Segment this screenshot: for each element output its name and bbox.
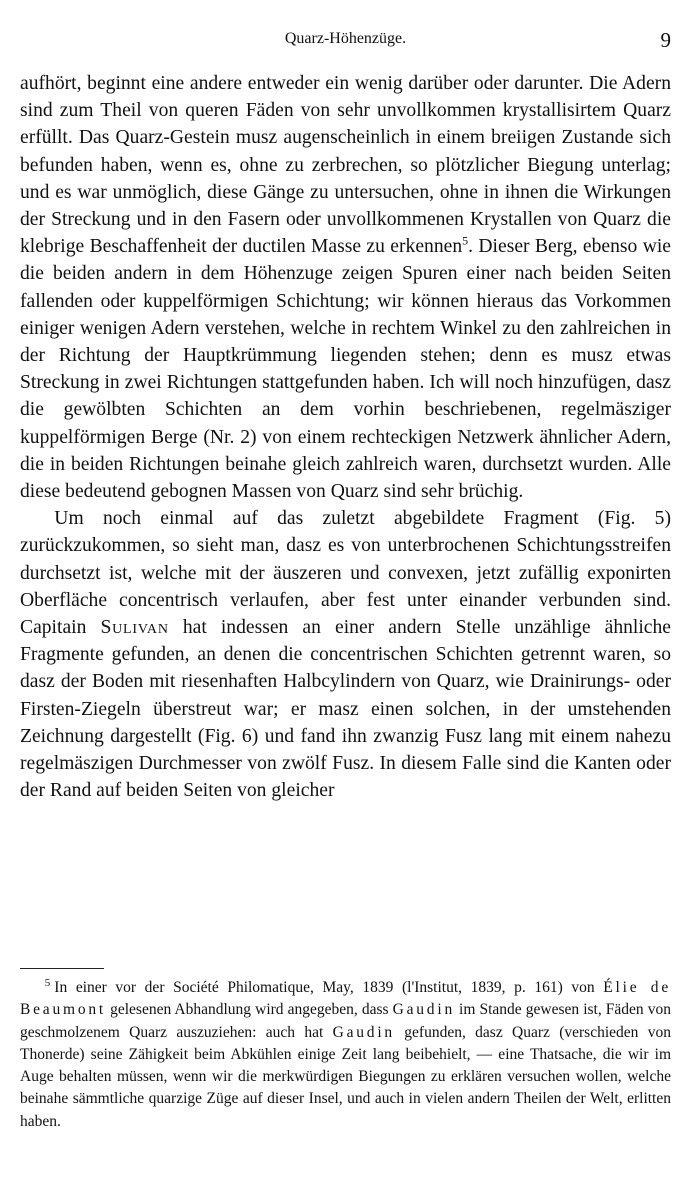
paragraph-1-text-b: . Dieser Berg, ebenso wie die beiden andern in dem Höhenzuge zeigen Spuren einer nach beiden Seiten fallenden oder kuppelförmigen Schichtung; wir können hieraus das Vorkommen einiger wenigen Adern verstehen, welche in rechtem Winkel zu den zahlreichen in der Richtung der Hauptkrümmung liegenden stehen; denn es musz etwas Streckung in zwei Richtungen stattgefunden haben. Ich will noch hinzufügen, dasz die gewölbten Schichten an dem vorhin beschriebenen, regelmäsziger kuppelförmigen Berge (Nr. 2) von einem rechteckigen Netzwerk ähnlicher Adern, die in beiden Richtungen beinahe gleich zahlreich waren, durchsetzt wurden. Alle diese bedeutend gebognen Massen von Quarz sind sehr brüchig. xyxy=(20,236,672,503)
paragraph-1 xyxy=(20,70,671,505)
person-name-sulivan: Sulivan xyxy=(100,617,169,639)
main-text xyxy=(20,70,671,804)
person-name-beaumont: Élie de Beaumont xyxy=(20,979,671,1019)
footnote-paragraph xyxy=(20,977,671,1133)
paragraph-2-text-b: hat indessen an einer andern Stelle unzählige ähnliche Fragmente gefunden, an denen die concentrischen Schichten getrennt waren, so dasz der Boden mit riesenhaften Halbcylindern von Quarz, wie Drainirungs- oder Firsten-Ziegeln überstreut war; er masz einen solchen, in der umstehenden Zeichnung dargestellt (Fig. 6) und fand ihn zwanzig Fusz lang mit einem nahezu regelmäszigen Durchmesser von zwölf Fusz. In diesem Falle sind die Kanten oder der Rand auf beiden Seiten von gleicher xyxy=(20,617,671,802)
footnote-reference: 5 xyxy=(462,233,469,248)
footnote-divider xyxy=(20,968,104,969)
footnote-text-c: im Stande gewesen ist, Fäden von geschmolzenem Quarz auszuziehen: auch hat xyxy=(20,1001,671,1041)
page-number: 9 xyxy=(660,28,671,52)
footnote-text-a: In einer vor der Société Philomatique, May, 1839 (l'Institut, 1839, p. 161) von xyxy=(54,979,604,996)
footnote-mark: 5 xyxy=(44,976,51,989)
footnote-text-d: gefunden, dasz Quarz (verschieden von Thonerde) seine Zähigkeit beim Abkühlen einige Zeit lang beibehielt, — eine Thatsache, die wir im Auge behalten müssen, wenn wir die merkwürdigen Biegungen zu erklären versuchen wollen, welche beinahe sämmtliche quarzige Züge auf dieser Insel, und auch in vielen andern Theilen der Welt, erlitten haben. xyxy=(20,1023,671,1130)
running-title: Quarz-Höhenzüge. xyxy=(284,30,407,47)
footnote xyxy=(20,977,671,1133)
paragraph-1-text-a: aufhört, beginnt eine andere entweder ein wenig darüber oder darunter. Die Adern sind zum Theil von queren Fäden von sehr unvollkommen krystallisirtem Quarz erfüllt. Das Quarz-Gestein musz augenscheinlich in einem breiigen Zustande sich befunden haben, wenn es, ohne zu zerbrechen, so plötzlicher Biegung unterlag; und es war unmöglich, diese Gänge zu untersuchen, ohne in ihnen die Wirkungen der Streckung und in den Fasern oder unvollkommenen Krystallen von Quarz die klebrige Beschaffenheit der ductilen Masse zu erkennen xyxy=(20,73,671,258)
paragraph-2 xyxy=(20,505,671,804)
person-name-gaudin-1: Gaudin xyxy=(392,1001,455,1019)
running-header xyxy=(20,28,671,58)
person-name-gaudin-2: Gaudin xyxy=(332,1023,395,1041)
paragraph-2-text-a: Um noch einmal auf das zuletzt abgebildete Fragment (Fig. 5) zurückzukommen, so sieht man, dasz es von unterbrochenen Schichtungsstreifen durchsetzt ist, welche mit der äuszeren und convexen, jetzt zufällig exponirten Oberfläche concentrisch verlaufen, aber fest unter einander verbunden sind. Capitain xyxy=(20,508,671,639)
footnote-text-b: gelesenen Abhandlung wird angegeben, dass xyxy=(106,1001,393,1019)
